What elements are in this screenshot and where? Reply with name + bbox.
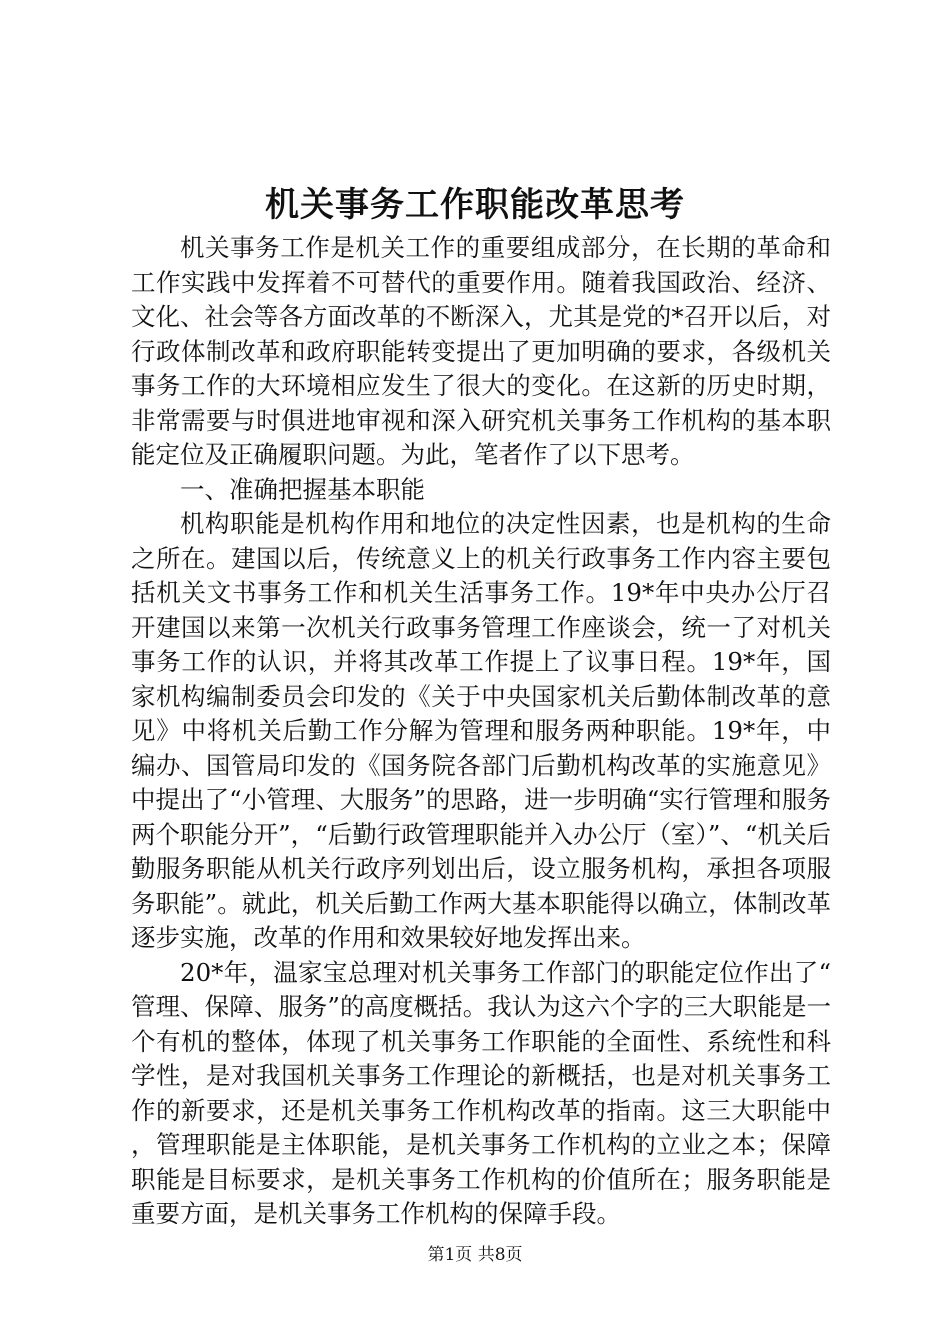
paragraph-functions-history: 机构职能是机构作用和地位的决定性因素，也是机构的生命之所在。建国以后，传统意义上的机关行政事务工作内容主要包括机关文书事务工作和机关生活事务工作。19*年中央办公厅召开建国以来第一次机关行政事务管理工作座谈会，统一了对机关事务工作的认识，并将其改革工作提上了议事日程。19*年，国家机构编制委员会印发的《关于中央国家机关后勤体制改革的意见》中将机关后勤工作分解为管理和服务两种职能。19*年，中编办、国管局印发的《国务院各部门后勤机构改革的实施意见》中提出了“小管理、大服务”的思路，进一步明确“实行管理和服务两个职能分开”，“后勤行政管理职能并入办公厅（室）”、“机关后勤服务职能从机关行政序列划出后，设立服务机构，承担各项服务职能”。就此，机关后勤工作两大基本职能得以确立，体制改革逐步实施，改革的作用和效果较好地发挥出来。 bbox=[131, 509, 831, 952]
document-title: 机关事务工作职能改革思考 bbox=[265, 185, 685, 225]
paragraph-three-functions: 20*年，温家宝总理对机关事务工作部门的职能定位作出了“管理、保障、服务”的高度概括。我认为这六个字的三大职能是一个有机的整体，体现了机关事务工作职能的全面性、系统性和科学性，是对我国机关事务工作理论的新概括，也是对机关事务工作的新要求，还是机关事务工作机构改革的指南。这三大职能中，管理职能是主体职能，是机关事务工作机构的立业之本；保障职能是目标要求，是机关事务工作机构的价值所在；服务职能是重要方面，是机关事务工作机构的保障手段。 bbox=[131, 957, 831, 1228]
page-footer: 第1页 共8页 bbox=[427, 1245, 523, 1265]
paragraph-intro: 机关事务工作是机关工作的重要组成部分，在长期的革命和工作实践中发挥着不可替代的重要作用。随着我国政治、经济、文化、社会等各方面改革的不断深入，尤其是党的*召开以后，对行政体制改革和政府职能转变提出了更加明确的要求，各级机关事务工作的大环境相应发生了很大的变化。在这新的历史时期，非常需要与时俱进地审视和深入研究机关事务工作机构的基本职能定位及正确履职问题。为此，笔者作了以下思考。 bbox=[131, 233, 831, 469]
section-heading-1: 一、准确把握基本职能 bbox=[180, 474, 425, 504]
document-body bbox=[131, 231, 831, 1232]
